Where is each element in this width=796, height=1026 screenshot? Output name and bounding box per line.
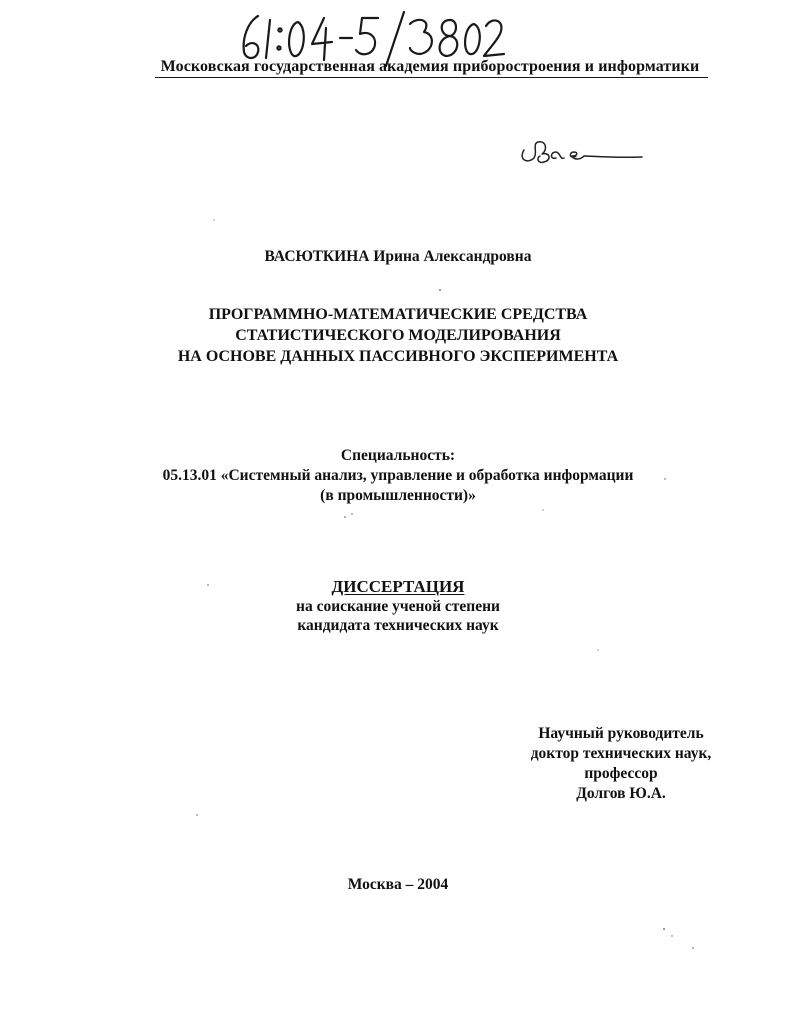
specialty-label: Специальность: xyxy=(340,447,456,464)
specialty-line: (в промышленности)» xyxy=(320,487,476,504)
handwritten-signature xyxy=(516,130,646,170)
specialty-section xyxy=(0,446,796,506)
city-year: Москва – 2004 xyxy=(347,876,449,893)
specialty-line: 05.13.01 «Системный анализ, управление и обработка информации xyxy=(162,467,634,484)
title-line: ПРОГРАММНО-МАТЕМАТИЧЕСКИЕ СРЕДСТВА xyxy=(208,306,588,323)
header-rule xyxy=(155,77,708,78)
supervisor-line: профессор xyxy=(584,765,658,782)
thesis-title xyxy=(0,304,796,367)
title-line: СТАТИСТИЧЕСКОГО МОДЕЛИРОВАНИЯ xyxy=(235,327,561,344)
degree-line: на соискание ученой степени xyxy=(296,598,500,615)
degree-section xyxy=(0,597,796,635)
supervisor-name: Долгов Ю.А. xyxy=(576,785,666,802)
supervisor-line: доктор технических наук, xyxy=(530,745,712,762)
thesis-label: ДИССЕРТАЦИЯ xyxy=(331,577,465,596)
organization-name: Московская государственная академия приборостроения и информатики xyxy=(160,58,700,75)
supervisor-line: Научный руководитель xyxy=(538,725,704,742)
title-line: НА ОСНОВЕ ДАННЫХ ПАССИВНОГО ЭКСПЕРИМЕНТА xyxy=(177,348,619,365)
supervisor-section xyxy=(496,724,746,804)
degree-line: кандидата технических наук xyxy=(297,617,499,634)
author-name: ВАСЮТКИНА Ирина Александровна xyxy=(264,248,532,265)
